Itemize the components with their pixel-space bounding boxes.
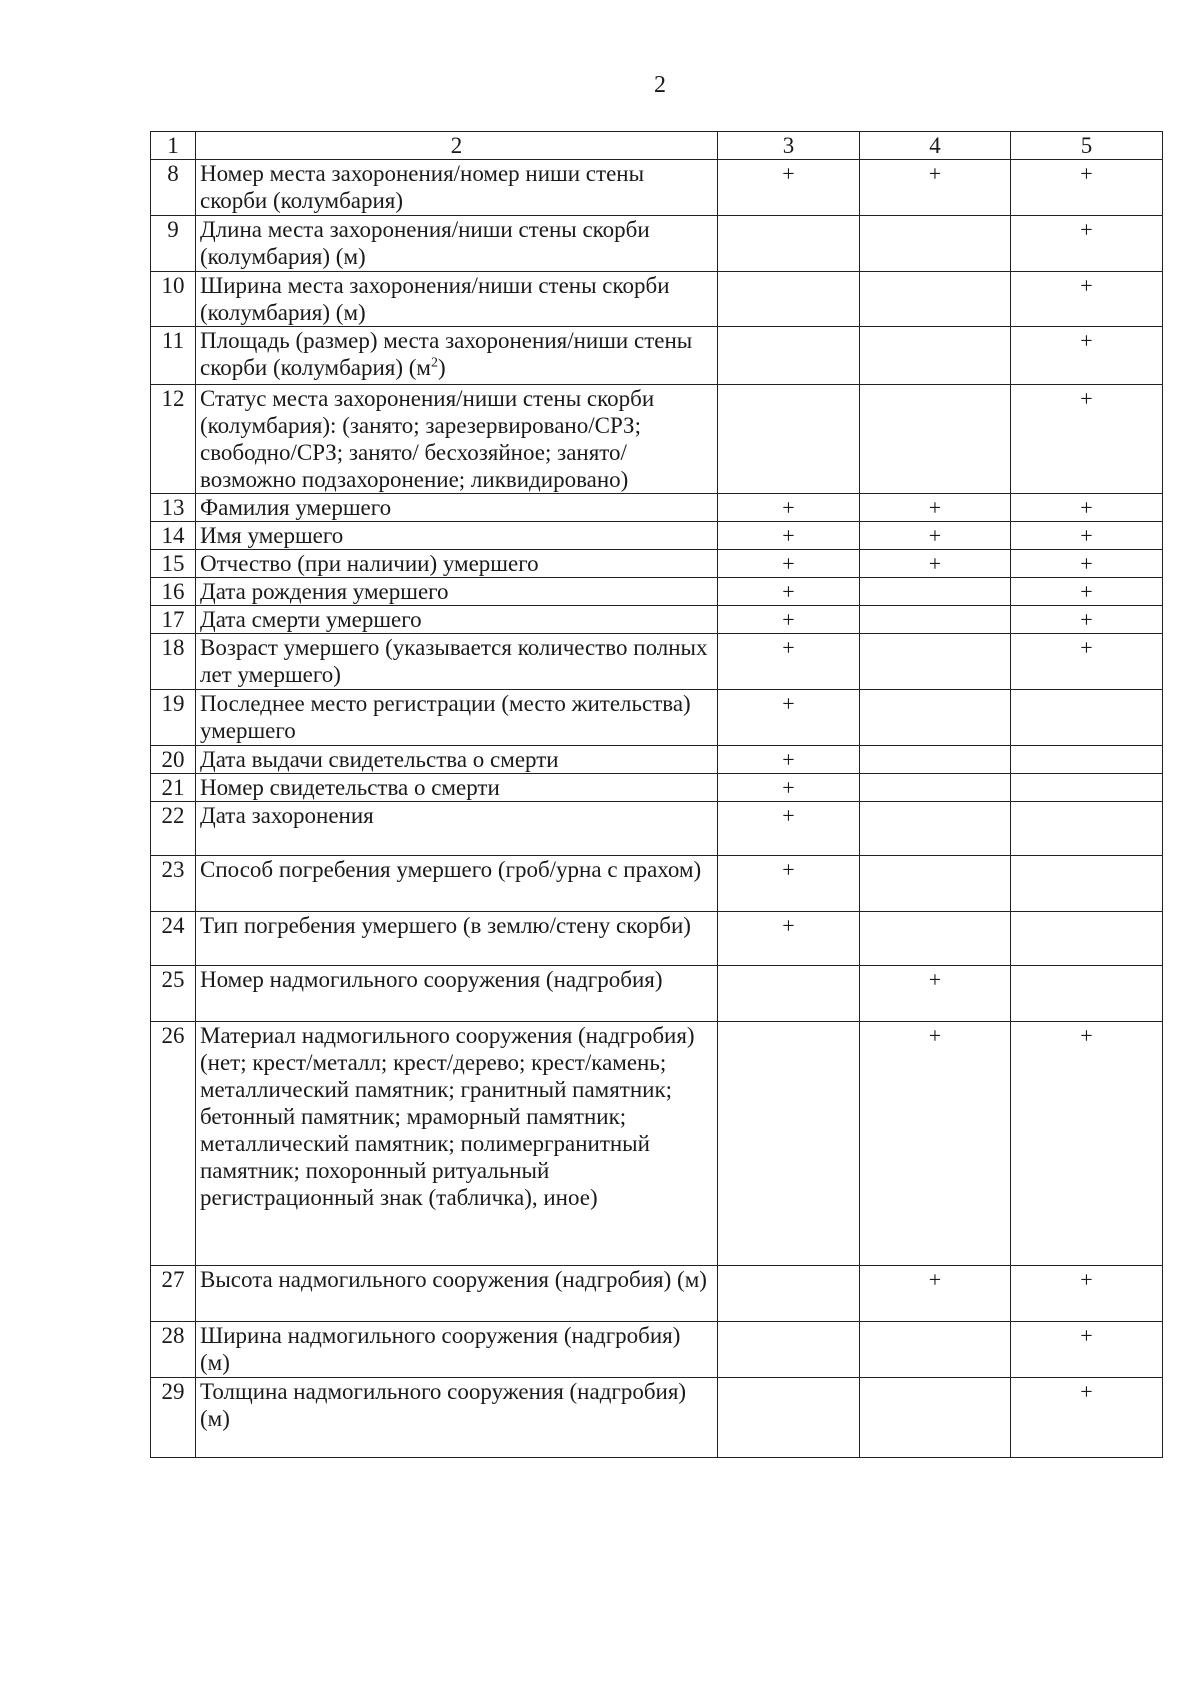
header-cell-3: 3	[718, 132, 860, 160]
mark-cell-col-4	[860, 578, 1011, 606]
mark-cell-col-4: +	[860, 522, 1011, 550]
table-row	[151, 966, 1163, 1022]
mark-cell-col-5	[1011, 912, 1163, 966]
row-number: 14	[151, 522, 196, 550]
row-number: 11	[151, 327, 196, 385]
mark-cell-col-5: +	[1011, 1378, 1163, 1458]
mark-cell-col-4: +	[860, 1022, 1011, 1266]
field-name	[196, 327, 718, 385]
field-name: Толщина надмогильного сооружения (надгробия) (м)	[196, 1378, 718, 1458]
mark-cell-col-5: +	[1011, 272, 1163, 327]
row-number: 21	[151, 774, 196, 802]
mark-cell-col-4	[860, 606, 1011, 634]
row-number: 20	[151, 746, 196, 774]
mark-cell-col-5	[1011, 856, 1163, 912]
table-row	[151, 216, 1163, 272]
mark-cell-col-3	[718, 1266, 860, 1322]
page-number: 2	[654, 72, 666, 98]
field-name-superscript: 2	[431, 355, 438, 371]
row-number: 10	[151, 272, 196, 327]
mark-cell-col-3: +	[718, 690, 860, 746]
row-number: 12	[151, 385, 196, 494]
mark-cell-col-4	[860, 774, 1011, 802]
row-number: 25	[151, 966, 196, 1022]
mark-cell-col-4	[860, 327, 1011, 385]
mark-cell-col-4	[860, 856, 1011, 912]
table-row	[151, 550, 1163, 578]
mark-cell-col-3: +	[718, 606, 860, 634]
mark-cell-col-3: +	[718, 746, 860, 774]
row-number: 15	[151, 550, 196, 578]
field-name: Последнее место регистрации (место жительства) умершего	[196, 690, 718, 746]
mark-cell-col-3	[718, 216, 860, 272]
table-row	[151, 690, 1163, 746]
header-cell-4: 4	[860, 132, 1011, 160]
field-name-tail: )	[438, 355, 446, 380]
field-name: Отчество (при наличии) умершего	[196, 550, 718, 578]
row-number: 9	[151, 216, 196, 272]
mark-cell-col-3	[718, 1322, 860, 1378]
field-name-text: Площадь (размер) места захоронения/ниши стены скорби (колумбария) (м	[200, 328, 693, 380]
mark-cell-col-3: +	[718, 912, 860, 966]
mark-cell-col-5: +	[1011, 1266, 1163, 1322]
table-header-row	[151, 132, 1163, 160]
row-number: 28	[151, 1322, 196, 1378]
mark-cell-col-5	[1011, 774, 1163, 802]
row-number: 18	[151, 634, 196, 690]
mark-cell-col-5: +	[1011, 606, 1163, 634]
field-name: Дата захоронения	[196, 802, 718, 856]
mark-cell-col-5: +	[1011, 578, 1163, 606]
mark-cell-col-4	[860, 1378, 1011, 1458]
field-name: Дата рождения умершего	[196, 578, 718, 606]
mark-cell-col-5: +	[1011, 1322, 1163, 1378]
mark-cell-col-5	[1011, 802, 1163, 856]
mark-cell-col-5	[1011, 966, 1163, 1022]
field-name: Способ погребения умершего (гроб/урна с прахом)	[196, 856, 718, 912]
field-name: Ширина места захоронения/ниши стены скорби (колумбария) (м)	[196, 272, 718, 327]
mark-cell-col-4: +	[860, 550, 1011, 578]
mark-cell-col-4	[860, 272, 1011, 327]
field-name: Номер надмогильного сооружения (надгробия)	[196, 966, 718, 1022]
row-number: 19	[151, 690, 196, 746]
mark-cell-col-3	[718, 327, 860, 385]
mark-cell-col-3	[718, 1378, 860, 1458]
mark-cell-col-3: +	[718, 802, 860, 856]
mark-cell-col-3	[718, 385, 860, 494]
field-name: Номер места захоронения/номер ниши стены скорби (колумбария)	[196, 160, 718, 216]
table-row	[151, 272, 1163, 327]
mark-cell-col-5: +	[1011, 494, 1163, 522]
mark-cell-col-5: +	[1011, 522, 1163, 550]
row-number: 26	[151, 1022, 196, 1266]
mark-cell-col-3: +	[718, 634, 860, 690]
row-number: 17	[151, 606, 196, 634]
mark-cell-col-3: +	[718, 774, 860, 802]
mark-cell-col-4	[860, 746, 1011, 774]
mark-cell-col-4	[860, 690, 1011, 746]
table-row	[151, 746, 1163, 774]
mark-cell-col-5: +	[1011, 385, 1163, 494]
field-name: Дата выдачи свидетельства о смерти	[196, 746, 718, 774]
mark-cell-col-5	[1011, 690, 1163, 746]
table-row	[151, 522, 1163, 550]
field-name: Высота надмогильного сооружения (надгробия) (м)	[196, 1266, 718, 1322]
table-row	[151, 856, 1163, 912]
mark-cell-col-3: +	[718, 550, 860, 578]
field-name: Возраст умершего (указывается количество полных лет умершего)	[196, 634, 718, 690]
table-row	[151, 1266, 1163, 1322]
field-name: Номер свидетельства о смерти	[196, 774, 718, 802]
mark-cell-col-3	[718, 272, 860, 327]
field-name: Имя умершего	[196, 522, 718, 550]
table-row	[151, 774, 1163, 802]
row-number: 22	[151, 802, 196, 856]
table-row	[151, 1378, 1163, 1458]
mark-cell-col-3	[718, 1022, 860, 1266]
mark-cell-col-4	[860, 385, 1011, 494]
field-name: Ширина надмогильного сооружения (надгробия) (м)	[196, 1322, 718, 1378]
field-name: Материал надмогильного сооружения (надгробия) (нет; крест/металл; крест/дерево; крест/камень; металлический памятник; гранитный памятник; бетонный памятник; мраморный памятник; металлический памятник; полимергранитный памятник; похоронный ритуальный регистрационный знак (табличка), иное)	[196, 1022, 718, 1266]
row-number: 23	[151, 856, 196, 912]
row-number: 8	[151, 160, 196, 216]
row-number: 27	[151, 1266, 196, 1322]
mark-cell-col-4	[860, 1322, 1011, 1378]
table-row	[151, 606, 1163, 634]
table-row	[151, 1322, 1163, 1378]
field-name: Фамилия умершего	[196, 494, 718, 522]
row-number: 16	[151, 578, 196, 606]
table-row	[151, 912, 1163, 966]
row-number: 29	[151, 1378, 196, 1458]
row-number: 24	[151, 912, 196, 966]
table-row	[151, 160, 1163, 216]
mark-cell-col-3: +	[718, 494, 860, 522]
mark-cell-col-3: +	[718, 160, 860, 216]
mark-cell-col-5: +	[1011, 550, 1163, 578]
table-row	[151, 385, 1163, 494]
table-row	[151, 494, 1163, 522]
field-name: Статус места захоронения/ниши стены скорби (колумбария): (занято; зарезервировано/СРЗ; свободно/СРЗ; занято/ бесхозяйное; занято/ возможно подзахоронение; ликвидировано)	[196, 385, 718, 494]
mark-cell-col-4: +	[860, 1266, 1011, 1322]
field-name: Длина места захоронения/ниши стены скорби (колумбария) (м)	[196, 216, 718, 272]
table-row	[151, 578, 1163, 606]
mark-cell-col-4	[860, 634, 1011, 690]
mark-cell-col-5: +	[1011, 160, 1163, 216]
mark-cell-col-4: +	[860, 966, 1011, 1022]
mark-cell-col-3: +	[718, 522, 860, 550]
mark-cell-col-5: +	[1011, 327, 1163, 385]
mark-cell-col-5	[1011, 746, 1163, 774]
mark-cell-col-5: +	[1011, 634, 1163, 690]
mark-cell-col-5: +	[1011, 216, 1163, 272]
header-cell-2: 2	[196, 132, 718, 160]
mark-cell-col-3: +	[718, 578, 860, 606]
mark-cell-col-5: +	[1011, 1022, 1163, 1266]
table-row	[151, 634, 1163, 690]
header-cell-1: 1	[151, 132, 196, 160]
mark-cell-col-3: +	[718, 856, 860, 912]
field-name: Тип погребения умершего (в землю/стену скорби)	[196, 912, 718, 966]
mark-cell-col-3	[718, 966, 860, 1022]
table-row	[151, 1022, 1163, 1266]
mark-cell-col-4: +	[860, 494, 1011, 522]
row-number: 13	[151, 494, 196, 522]
table-row	[151, 802, 1163, 856]
mark-cell-col-4	[860, 216, 1011, 272]
mark-cell-col-4	[860, 802, 1011, 856]
mark-cell-col-4: +	[860, 160, 1011, 216]
header-cell-5: 5	[1011, 132, 1163, 160]
field-name: Дата смерти умершего	[196, 606, 718, 634]
mark-cell-col-4	[860, 912, 1011, 966]
table-row	[151, 327, 1163, 385]
data-fields-table	[150, 131, 1163, 1458]
